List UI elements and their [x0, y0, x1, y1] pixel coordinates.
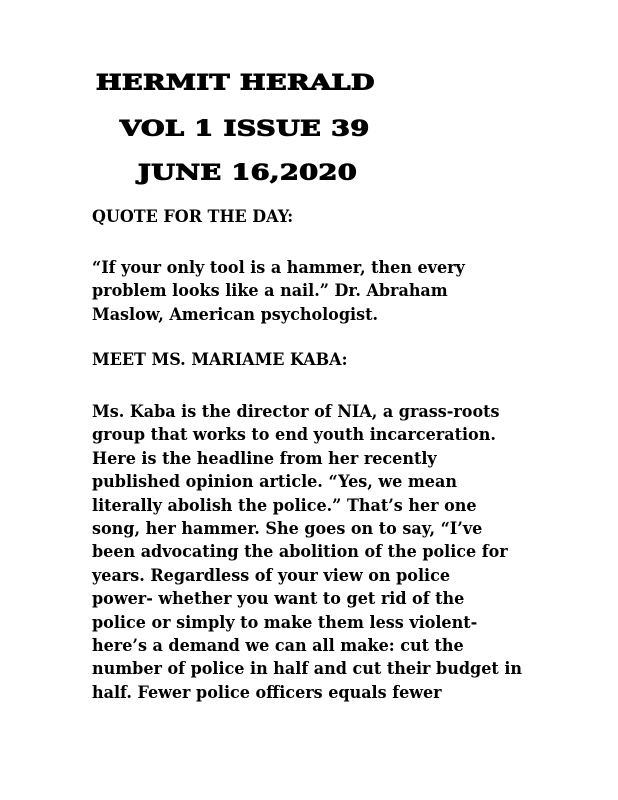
quote-line: problem looks like a nail.” Dr. Abraham [92, 281, 448, 302]
quote-paragraph [92, 257, 511, 327]
quote-line: Maslow, American psychologist. [92, 304, 379, 325]
article-line: song, her hammer. She goes on to say, “I’ve [92, 519, 483, 540]
article-line: group that works to end youth incarceration. [92, 425, 496, 446]
article-line: Ms. Kaba is the director of NIA, a grass-roots [92, 402, 500, 422]
meet-heading: MEET MS. MARIAME KABA: [92, 350, 348, 370]
article-line: power- whether you want to get rid of the [92, 589, 465, 610]
article-line: been advocating the abolition of the police for [92, 542, 508, 563]
article-line: literally abolish the police.” That’s her one [92, 495, 477, 516]
article-line: here’s a demand we can all make: cut the [92, 636, 464, 657]
article-line: Here is the headline from her recently [92, 448, 437, 469]
quote-line: “If your only tool is a hammer, then every [92, 258, 465, 278]
issue-number: VOL 1 ISSUE 39 [120, 116, 370, 141]
article-line: half. Fewer police officers equals fewer [92, 682, 442, 703]
quote-heading: QUOTE FOR THE DAY: [92, 207, 294, 227]
newsletter-title: HERMIT HERALD [96, 70, 375, 95]
article-line: published opinion article. “Yes, we mean [92, 472, 457, 493]
article-line: years. Regardless of your view on police [92, 565, 451, 586]
article-paragraph [92, 401, 523, 705]
article-line: number of police in half and cut their budget in [92, 659, 523, 680]
article-line: police or simply to make them less violent- [92, 612, 478, 633]
issue-date: JUNE 16,2020 [138, 160, 358, 185]
